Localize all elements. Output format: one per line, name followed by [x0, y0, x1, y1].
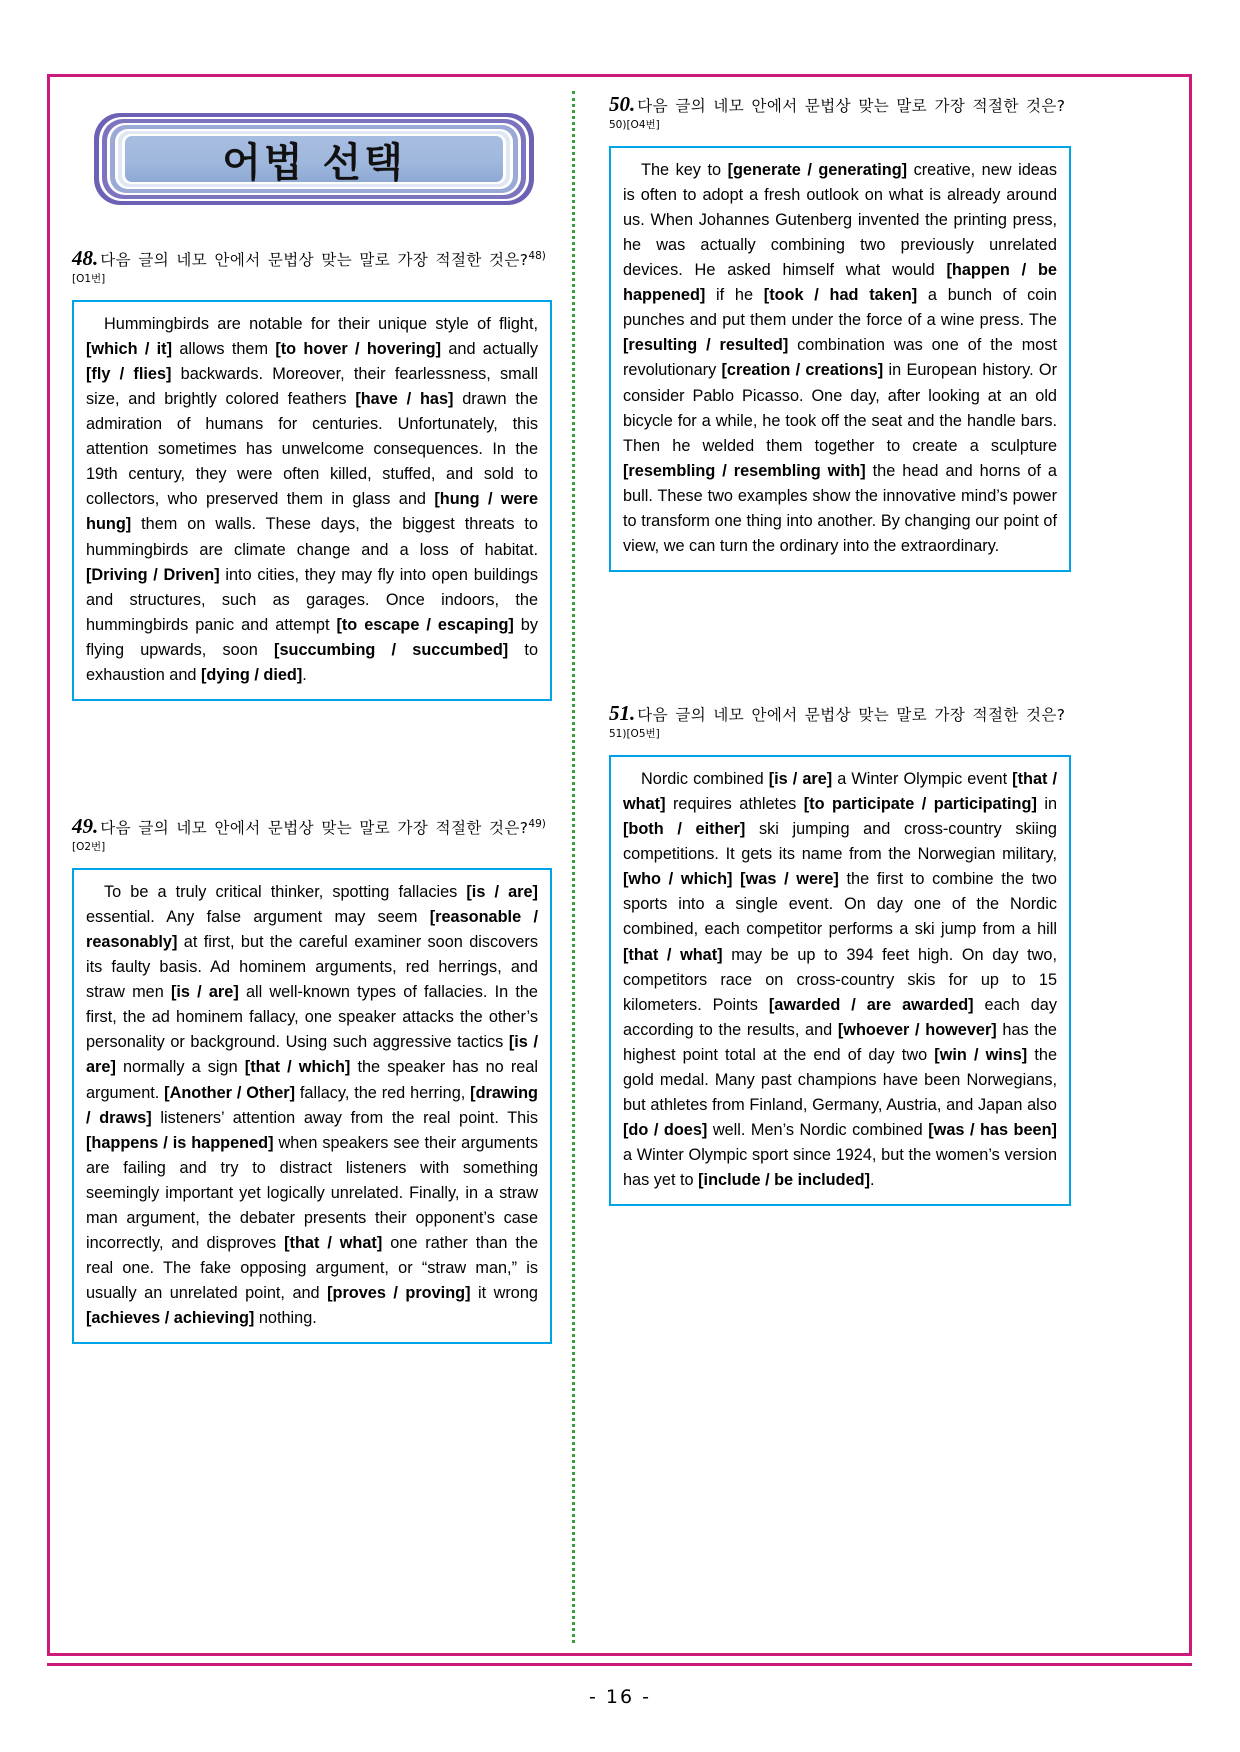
question-50-number: 50. — [609, 92, 636, 116]
right-column — [581, 91, 1071, 1643]
question-51-passage: Nordic combined [is / are] a Winter Olympic event [that / what] requires athletes [to participate / participating] in [both / either] ski jumping and cross-country skiing competitions. It gets its name from the Norwegian military, [who / which] [was / were] the first to combine the two sports into a single event. On day one of the Nordic combined, each competitor performs a ski jump from a hill [that / what] may be up to 394 feet high. On day two, competitors race on cross-country skis for up to 15 kilometers. Points [awarded / are awarded] each day according to the results, and [whoever / however] has the highest point total at the end of day two [win / wins] the gold medal. Many past champions have been Norwegians, but athletes from Finland, Germany, Austria, and Japan also [do / does] well. Men’s Nordic combined [was / has been] a Winter Olympic sport since 1924, but the women’s version has yet to [include / be included]. — [609, 755, 1071, 1207]
banner-title: 어법 선택 — [222, 139, 406, 186]
two-column-layout — [72, 91, 1167, 1643]
question-51-prompt: 다음 글의 네모 안에서 문법상 맞는 말로 가장 적절한 것은? — [637, 706, 1066, 725]
column-divider — [572, 91, 575, 1643]
spacer-above-question-49 — [72, 701, 552, 813]
question-48-header — [72, 245, 552, 294]
question-51-number: 51. — [609, 701, 636, 726]
question-block-51 — [609, 700, 1071, 1206]
question-48-passage: Hummingbirds are notable for their unique style of flight, [which / it] allows them [to hover / hovering] and actually [fly / flies] backwards. Moreover, their fearlessness, small size, and brightly colored feathers [have / has] drawn the admiration of humans for centuries. Unfortunately, this attention sometimes has unwelcome consequences. In the 19th century, they were often killed, stuffed, and sold to collectors, who preserved them in glass and [hung / were hung] them on walls. These days, the biggest threats to hummingbirds are climate change and a loss of habitat. [Driving / Driven] into cities, they may fly into open buildings and structures, such as garages. Once indoors, the hummingbirds panic and attempt [to escape / escaping] by flying upwards, soon [succumbing / succumbed] to exhaustion and [dying / died]. — [72, 300, 552, 701]
question-49-passage: To be a truly critical thinker, spotting fallacies [is / are] essential. Any false argument may seem [reasonable / reasonably] at first, but the careful examiner soon discovers its faulty basis. Ad hominem arguments, red herrings, and straw men [is / are] all well-known types of fallacies. In the first, the ad hominem fallacy, one speaker attacks the other’s personality or background. Using such aggressive tactics [is / are] normally a sign [that / which] the speaker has no real argument. [Another / Other] fallacy, the red herring, [drawing / draws] listeners’ attention away from the real point. This [happens / is happened] when speakers see their arguments are failing and try to distract listeners with something seemingly important yet logically unrelated. Finally, in a straw man argument, the debater presents their opponent’s case incorrectly, and disproves [that / what] one rather than the real one. The fake opposing argument, or “straw man,” is usually an unrelated point, and [proves / proving] it wrong [achieves / achieving] nothing. — [72, 868, 552, 1345]
question-51-superscript: 51)[O5번] — [609, 728, 660, 741]
question-48-superscript: 48)[O1번] — [72, 249, 546, 285]
question-block-48 — [72, 245, 552, 701]
spacer-above-question-51 — [609, 572, 1071, 700]
question-49-header — [72, 813, 552, 862]
spacer-above-question-48 — [72, 205, 552, 245]
question-48-number: 48. — [72, 246, 99, 270]
question-49-number: 49. — [72, 814, 99, 839]
question-48-prompt: 다음 글의 네모 안에서 문법상 맞는 말로 가장 적절한 것은? — [100, 251, 529, 269]
page-frame — [47, 74, 1192, 1656]
question-block-50 — [609, 91, 1071, 572]
question-50-passage: The key to [generate / generating] creative, new ideas is often to adopt a fresh outlook on what is already around us. When Johannes Gutenberg invented the printing press, he was actually combining two previously unrelated devices. He asked himself what would [happen / be happened] if he [took / had taken] a bunch of coin punches and put them under the force of a wine press. The [resulting / resulted] combination was one of the most revolutionary [creation / creations] in European history. Or consider Pablo Picasso. One day, after looking at an old bicycle for a while, he took off the seat and the handle bars. Then he welded them together to create a sculpture [resembling / resembling with] the head and horns of a bull. These two examples show the innovative mind’s power to transform one thing into another. By changing our point of view, we can turn the ordinary into the extraordinary. — [609, 146, 1071, 573]
question-49-superscript: 49)[O2번] — [72, 817, 546, 854]
question-50-prompt: 다음 글의 네모 안에서 문법상 맞는 말로 가장 적절한 것은? — [637, 97, 1066, 115]
footer-rule — [47, 1663, 1192, 1666]
page-content — [50, 77, 1189, 1653]
question-51-header — [609, 700, 1071, 749]
banner-inner-panel — [125, 136, 503, 186]
question-50-header — [609, 91, 1071, 140]
left-column — [72, 91, 562, 1643]
question-50-superscript: 50)[O4번] — [609, 118, 660, 131]
question-49-prompt: 다음 글의 네모 안에서 문법상 맞는 말로 가장 적절한 것은? — [100, 819, 529, 838]
question-block-49 — [72, 813, 552, 1344]
page-number: - 16 - — [589, 1686, 651, 1708]
section-banner — [94, 113, 534, 205]
